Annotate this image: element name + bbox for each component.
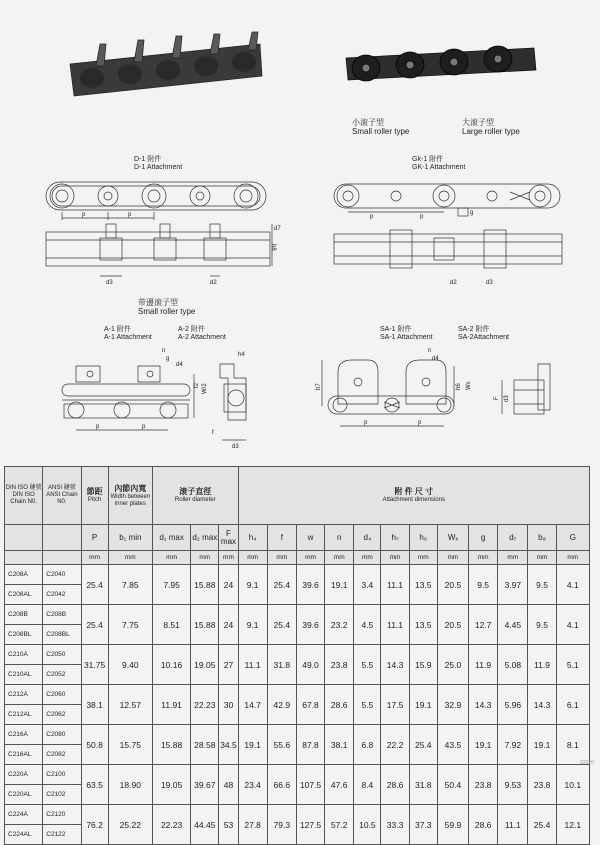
value-cell-d4: 4.5 xyxy=(354,605,381,645)
ansi-model-cell: C2050 xyxy=(43,645,81,665)
symbol-header: b₁ min xyxy=(108,525,152,551)
value-cell-h7: 11.1 xyxy=(381,605,409,645)
value-cell-d7: 4.45 xyxy=(498,605,528,645)
symbol-header: G xyxy=(556,525,589,551)
din-model-cell: C220A xyxy=(5,765,43,785)
value-cell-h4: 9.1 xyxy=(238,565,267,605)
value-cell-h6: 37.3 xyxy=(409,805,437,845)
svg-text:d3: d3 xyxy=(486,280,493,286)
ansi-model-cell: C2052 xyxy=(43,665,81,685)
value-cell-wx: 32.9 xyxy=(437,685,468,725)
value-cell-g: 11.9 xyxy=(469,645,498,685)
din-model-cell: C212AL xyxy=(5,705,43,725)
value-cell-p: 63.5 xyxy=(81,765,108,805)
symbol-header: f xyxy=(267,525,296,551)
value-cell-g: 5.1 xyxy=(556,645,589,685)
value-cell-wx: 59.9 xyxy=(437,805,468,845)
value-cell-d2: 15.88 xyxy=(191,605,219,645)
svg-text:f: f xyxy=(212,430,214,436)
svg-text:Wx: Wx xyxy=(466,381,472,390)
blank-cell xyxy=(43,525,81,551)
svg-text:d3: d3 xyxy=(106,280,113,286)
value-cell-g: 23.8 xyxy=(469,765,498,805)
svg-text:f2: f2 xyxy=(194,382,200,388)
symbol-header: b₈ xyxy=(528,525,556,551)
unit-cell: mm xyxy=(81,551,108,565)
din-model-cell: C216AL xyxy=(5,745,43,765)
din-model-cell: C224AL xyxy=(5,825,43,845)
value-cell-b1: 9.40 xyxy=(108,645,152,685)
value-cell-h4: 23.4 xyxy=(238,765,267,805)
symbol-header: P xyxy=(81,525,108,551)
unit-cell: mm xyxy=(296,551,324,565)
value-cell-d1: 19.05 xyxy=(152,765,190,805)
ansi-model-cell: C208BL xyxy=(43,625,81,645)
unit-cell: mm xyxy=(238,551,267,565)
value-cell-b1: 25.22 xyxy=(108,805,152,845)
symbol-header: F max xyxy=(219,525,238,551)
ansi-model-cell: C2080 xyxy=(43,725,81,745)
value-cell-n: 19.1 xyxy=(325,565,354,605)
ansi-model-cell: C2042 xyxy=(43,585,81,605)
svg-text:F: F xyxy=(494,396,500,400)
roller-header: 滚子直徑 Roller diameter xyxy=(152,467,238,525)
d1-attachment-drawing xyxy=(40,172,280,292)
value-cell-h6: 25.4 xyxy=(409,725,437,765)
sa-attachment-drawing xyxy=(318,346,578,456)
value-cell-f: 48 xyxy=(219,765,238,805)
ansi-header: ANSI 鏈號 ANSI Chain N0. xyxy=(43,467,81,525)
value-cell-p: 50.8 xyxy=(81,725,108,765)
symbol-header: h₆ xyxy=(409,525,437,551)
svg-text:h7: h7 xyxy=(316,383,322,390)
value-cell-d1: 10.16 xyxy=(152,645,190,685)
value-cell-b1: 7.85 xyxy=(108,565,152,605)
din-header: DIN ISO 鏈號 DIN ISO Chain N0. xyxy=(5,467,43,525)
ansi-model-cell: C2100 xyxy=(43,765,81,785)
svg-text:d4: d4 xyxy=(176,362,183,368)
value-cell-d2: 44.45 xyxy=(191,805,219,845)
din-model-cell: C212A xyxy=(5,685,43,705)
ansi-model-cell: C2082 xyxy=(43,745,81,765)
value-cell-d4: 5.5 xyxy=(354,645,381,685)
sa1-attachment-label: SA-1 附件 SA-1 Attachment xyxy=(380,326,433,341)
value-cell-wx: 43.5 xyxy=(437,725,468,765)
svg-text:d3: d3 xyxy=(504,395,510,402)
value-cell-d2: 39.67 xyxy=(191,765,219,805)
table-row xyxy=(5,645,590,665)
value-cell-p: 25.4 xyxy=(81,565,108,605)
svg-text:p: p xyxy=(96,424,100,430)
value-cell-g: 12.1 xyxy=(556,805,589,845)
value-cell-p: 31.75 xyxy=(81,645,108,685)
unit-cell: mm xyxy=(381,551,409,565)
value-cell-n: 38.1 xyxy=(325,725,354,765)
value-cell-f: 79.3 xyxy=(267,805,296,845)
ansi-model-cell: C2102 xyxy=(43,785,81,805)
unit-cell: mm xyxy=(219,551,238,565)
value-cell-f: 25.4 xyxy=(267,605,296,645)
value-cell-f: 42.9 xyxy=(267,685,296,725)
a2-attachment-label: A-2 附件 A-2 Attachment xyxy=(178,326,226,341)
value-cell-b1: 7.75 xyxy=(108,605,152,645)
value-cell-d7: 9.53 xyxy=(498,765,528,805)
svg-text:b8: b8 xyxy=(270,244,276,251)
svg-text:d4: d4 xyxy=(432,356,439,362)
din-model-cell: C208BL xyxy=(5,625,43,645)
symbol-header: n xyxy=(325,525,354,551)
attachment-header: 附 件 尺 寸 Attachment dimensions xyxy=(238,467,589,525)
svg-text:p: p xyxy=(364,420,368,426)
value-cell-g: 10.1 xyxy=(556,765,589,805)
symbol-header: w xyxy=(296,525,324,551)
unit-cell: mm xyxy=(469,551,498,565)
value-cell-wx: 25.0 xyxy=(437,645,468,685)
value-cell-w: 67.8 xyxy=(296,685,324,725)
svg-text:p: p xyxy=(142,424,146,430)
svg-text:g: g xyxy=(470,210,474,216)
value-cell-d2: 19.05 xyxy=(191,645,219,685)
value-cell-h7: 17.5 xyxy=(381,685,409,725)
svg-text:n: n xyxy=(428,348,432,354)
value-cell-wx: 20.5 xyxy=(437,565,468,605)
svg-text:d7: d7 xyxy=(274,226,281,232)
symbol-header: g xyxy=(469,525,498,551)
value-cell-d7: 5.96 xyxy=(498,685,528,725)
unit-cell: mm xyxy=(108,551,152,565)
side-roller-label: 带邊滚子型 Small roller type xyxy=(138,298,196,316)
symbol-header: h₄ xyxy=(238,525,267,551)
value-cell-d1: 8.51 xyxy=(152,605,190,645)
svg-text:g: g xyxy=(166,356,170,362)
symbol-header: Wₓ xyxy=(437,525,468,551)
roller-chain-photo xyxy=(340,34,540,94)
value-cell-d4: 3.4 xyxy=(354,565,381,605)
large-roller-label: 大滚子型 Large roller type xyxy=(462,118,520,136)
value-cell-d4: 10.5 xyxy=(354,805,381,845)
table-row xyxy=(5,565,590,585)
value-cell-n: 28.6 xyxy=(325,685,354,725)
ansi-model-cell: C2120 xyxy=(43,805,81,825)
value-cell-b8: 9.5 xyxy=(528,605,556,645)
symbol-header: d₁ max xyxy=(152,525,190,551)
value-cell-d4: 6.8 xyxy=(354,725,381,765)
unit-cell: mm xyxy=(556,551,589,565)
din-model-cell: C210A xyxy=(5,645,43,665)
value-cell-b1: 18.90 xyxy=(108,765,152,805)
value-cell-g: 8.1 xyxy=(556,725,589,765)
value-cell-g: 14.3 xyxy=(469,685,498,725)
unit-cell: mm xyxy=(437,551,468,565)
din-model-cell: C210AL xyxy=(5,665,43,685)
symbol-header: d₄ xyxy=(354,525,381,551)
value-cell-f: 24 xyxy=(219,605,238,645)
value-cell-h6: 13.5 xyxy=(409,565,437,605)
value-cell-wx: 50.4 xyxy=(437,765,468,805)
value-cell-wx: 20.5 xyxy=(437,605,468,645)
svg-text:n: n xyxy=(162,348,166,354)
value-cell-h7: 11.1 xyxy=(381,565,409,605)
din-model-cell: C208B xyxy=(5,605,43,625)
value-cell-d2: 15.88 xyxy=(191,565,219,605)
value-cell-w: 107.5 xyxy=(296,765,324,805)
table-row xyxy=(5,605,590,625)
blank-cell xyxy=(5,551,43,565)
value-cell-h7: 28.6 xyxy=(381,765,409,805)
table-row xyxy=(5,725,590,745)
value-cell-f: 53 xyxy=(219,805,238,845)
unit-cell: mm xyxy=(325,551,354,565)
svg-text:h4: h4 xyxy=(238,352,245,358)
pitch-header: 節距 Pitch xyxy=(81,467,108,525)
value-cell-n: 57.2 xyxy=(325,805,354,845)
table-row xyxy=(5,685,590,705)
unit-cell: mm xyxy=(191,551,219,565)
value-cell-g: 4.1 xyxy=(556,605,589,645)
value-cell-w: 39.6 xyxy=(296,565,324,605)
symbol-header: d₂ max xyxy=(191,525,219,551)
table-row xyxy=(5,805,590,825)
din-model-cell: C216A xyxy=(5,725,43,745)
value-cell-d1: 22.23 xyxy=(152,805,190,845)
value-cell-b8: 19.1 xyxy=(528,725,556,765)
svg-text:d3: d3 xyxy=(232,444,239,450)
value-cell-d1: 15.88 xyxy=(152,725,190,765)
value-cell-h7: 22.2 xyxy=(381,725,409,765)
value-cell-d4: 5.5 xyxy=(354,685,381,725)
value-cell-d7: 7.92 xyxy=(498,725,528,765)
value-cell-d2: 28.58 xyxy=(191,725,219,765)
value-cell-b1: 15.75 xyxy=(108,725,152,765)
value-cell-w: 39.6 xyxy=(296,605,324,645)
din-model-cell: C208AL xyxy=(5,585,43,605)
value-cell-d1: 11.91 xyxy=(152,685,190,725)
value-cell-d4: 8.4 xyxy=(354,765,381,805)
small-roller-label: 小滚子型 Small roller type xyxy=(352,118,410,136)
value-cell-h4: 11.1 xyxy=(238,645,267,685)
din-model-cell: C220AL xyxy=(5,785,43,805)
value-cell-b1: 12.57 xyxy=(108,685,152,725)
symbol-header: d₇ xyxy=(498,525,528,551)
value-cell-g: 9.5 xyxy=(469,565,498,605)
value-cell-h6: 13.5 xyxy=(409,605,437,645)
svg-text:d2: d2 xyxy=(450,280,457,286)
value-cell-f: 24 xyxy=(219,565,238,605)
value-cell-h4: 9.1 xyxy=(238,605,267,645)
value-cell-f: 30 xyxy=(219,685,238,725)
value-cell-g: 6.1 xyxy=(556,685,589,725)
din-model-cell: C208A xyxy=(5,565,43,585)
din-model-cell: C224A xyxy=(5,805,43,825)
value-cell-w: 49.0 xyxy=(296,645,324,685)
ansi-model-cell: C208B xyxy=(43,605,81,625)
svg-text:p: p xyxy=(128,212,132,218)
ansi-model-cell: C2060 xyxy=(43,685,81,705)
attachment-chain-photo xyxy=(66,30,266,110)
ansi-model-cell: C2040 xyxy=(43,565,81,585)
svg-text:p: p xyxy=(82,212,86,218)
value-cell-g: 12.7 xyxy=(469,605,498,645)
value-cell-g: 28.6 xyxy=(469,805,498,845)
value-cell-h7: 33.3 xyxy=(381,805,409,845)
value-cell-h7: 14.3 xyxy=(381,645,409,685)
value-cell-f: 66.6 xyxy=(267,765,296,805)
value-cell-g: 19.1 xyxy=(469,725,498,765)
value-cell-b8: 14.3 xyxy=(528,685,556,725)
value-cell-p: 25.4 xyxy=(81,605,108,645)
ansi-model-cell: C2122 xyxy=(43,825,81,845)
unit-cell: mm xyxy=(498,551,528,565)
value-cell-b8: 11.9 xyxy=(528,645,556,685)
value-cell-g: 4.1 xyxy=(556,565,589,605)
value-cell-f: 25.4 xyxy=(267,565,296,605)
value-cell-d1: 7.95 xyxy=(152,565,190,605)
value-cell-b8: 25.4 xyxy=(528,805,556,845)
symbol-header: h₇ xyxy=(381,525,409,551)
blank-cell xyxy=(43,551,81,565)
value-cell-h4: 19.1 xyxy=(238,725,267,765)
page-code: 02020 xyxy=(580,760,594,766)
value-cell-f: 27 xyxy=(219,645,238,685)
value-cell-d2: 22.23 xyxy=(191,685,219,725)
svg-text:p: p xyxy=(420,214,424,220)
d1-attachment-label: D-1 附件 D-1 Attachment xyxy=(134,156,183,171)
value-cell-w: 87.8 xyxy=(296,725,324,765)
value-cell-b8: 9.5 xyxy=(528,565,556,605)
sa2-attachment-label: SA-2 附件 SA-2Attachment xyxy=(458,326,509,341)
blank-cell xyxy=(5,525,43,551)
a1-attachment-label: A-1 附件 A-1 Attachment xyxy=(104,326,152,341)
value-cell-n: 23.8 xyxy=(325,645,354,685)
value-cell-h4: 27.8 xyxy=(238,805,267,845)
unit-cell: mm xyxy=(528,551,556,565)
value-cell-f: 34.5 xyxy=(219,725,238,765)
svg-text:d2: d2 xyxy=(210,280,217,286)
unit-cell: mm xyxy=(409,551,437,565)
gk1-attachment-label: Gk-1 附件 GK-1 Attachment xyxy=(412,156,466,171)
gk1-attachment-drawing xyxy=(330,172,570,292)
value-cell-p: 38.1 xyxy=(81,685,108,725)
ansi-model-cell: C2062 xyxy=(43,705,81,725)
value-cell-n: 47.6 xyxy=(325,765,354,805)
unit-cell: mm xyxy=(354,551,381,565)
svg-text:h6: h6 xyxy=(456,383,462,390)
value-cell-h6: 15.9 xyxy=(409,645,437,685)
unit-cell: mm xyxy=(152,551,190,565)
svg-text:p: p xyxy=(418,420,422,426)
value-cell-n: 23.2 xyxy=(325,605,354,645)
value-cell-d7: 5.08 xyxy=(498,645,528,685)
value-cell-d7: 11.1 xyxy=(498,805,528,845)
value-cell-w: 127.5 xyxy=(296,805,324,845)
value-cell-h4: 14.7 xyxy=(238,685,267,725)
value-cell-h6: 31.8 xyxy=(409,765,437,805)
spec-table xyxy=(4,466,590,845)
value-cell-p: 76.2 xyxy=(81,805,108,845)
unit-cell: mm xyxy=(267,551,296,565)
svg-text:W/2: W/2 xyxy=(202,383,208,394)
width-header: 內節內寬 Width between inner plates xyxy=(108,467,152,525)
svg-text:p: p xyxy=(370,214,374,220)
value-cell-h6: 19.1 xyxy=(409,685,437,725)
value-cell-f: 31.8 xyxy=(267,645,296,685)
value-cell-f: 55.6 xyxy=(267,725,296,765)
a-attachment-drawing xyxy=(56,344,276,454)
value-cell-b8: 23.8 xyxy=(528,765,556,805)
value-cell-d7: 3.97 xyxy=(498,565,528,605)
